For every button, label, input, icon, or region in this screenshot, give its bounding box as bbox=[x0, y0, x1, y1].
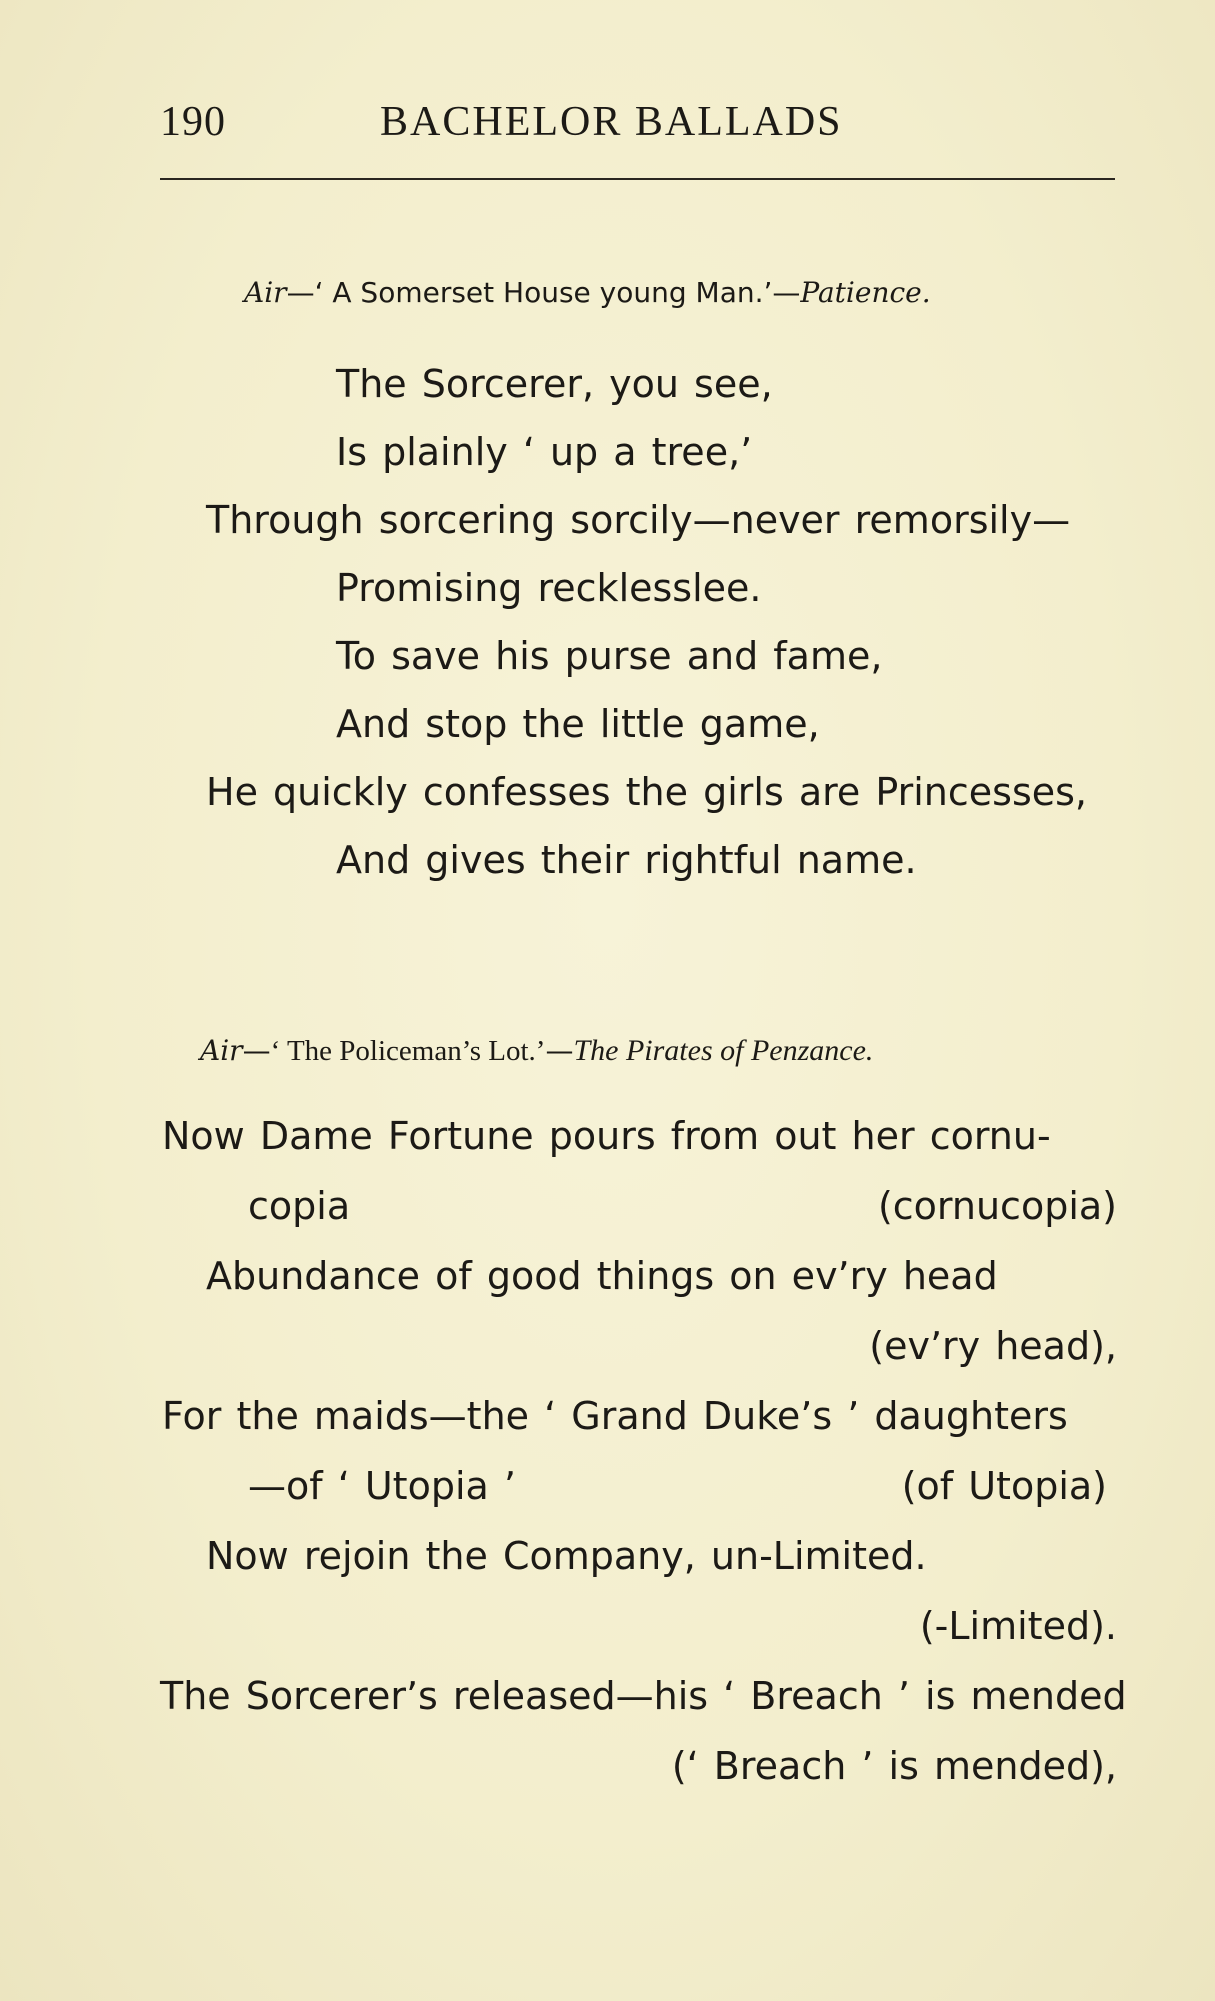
song2-verse-line: copia bbox=[248, 1184, 351, 1228]
song1-verse-line: Through sorcering sorcily—never remorsily— bbox=[206, 498, 1071, 542]
song2-verse-echo: (‘ Breach ’ is mended), bbox=[671, 1744, 1117, 1788]
song2-air-title: ‘ The Policeman’s Lot.’ bbox=[270, 1035, 546, 1067]
song1-verse-line: Promising recklesslee. bbox=[336, 566, 762, 610]
song1-verse-line: And gives their rightful name. bbox=[336, 838, 917, 882]
song1-air-dash2: — bbox=[772, 276, 801, 309]
song2-verse-line: —of ‘ Utopia ’ bbox=[248, 1464, 516, 1508]
song2-verse-line: Abundance of good things on ev’ry head bbox=[206, 1254, 998, 1298]
song1-verse-line: Is plainly ‘ up a tree,’ bbox=[336, 430, 753, 474]
song1-air-source: Patience. bbox=[800, 276, 931, 309]
song1-air-title: ‘ A Somerset House young Man.’ bbox=[314, 276, 773, 309]
song2-air-dash2: — bbox=[545, 1034, 574, 1067]
song1-air-dash: — bbox=[286, 276, 315, 309]
song2-verse-echo: (ev’ry head), bbox=[869, 1324, 1117, 1368]
song1-verse-line: The Sorcerer, you see, bbox=[336, 362, 773, 406]
song1-verse-line: He quickly confesses the girls are Princesses, bbox=[206, 770, 1087, 814]
page-number: 190 bbox=[160, 99, 226, 145]
song2-verse-line: Now rejoin the Company, un-Limited. bbox=[206, 1534, 927, 1578]
song2-verse-echo: (of Utopia) bbox=[901, 1464, 1107, 1508]
song1-air-prefix: Air bbox=[244, 276, 287, 309]
header-rule bbox=[160, 178, 1115, 180]
song2-air-dash: — bbox=[242, 1034, 271, 1067]
song2-air-line bbox=[200, 1034, 873, 1068]
song1-verse-line: And stop the little game, bbox=[336, 702, 820, 746]
song2-verse-echo: (-Limited). bbox=[919, 1604, 1117, 1648]
page-header bbox=[160, 98, 1115, 158]
song2-air-prefix: Air bbox=[200, 1034, 243, 1067]
song1-verse-line: To save his purse and fame, bbox=[336, 634, 883, 678]
song2-verse-line: Now Dame Fortune pours from out her cornu- bbox=[162, 1114, 1051, 1158]
song2-verse-line: For the maids—the ‘ Grand Duke’s ’ daughters bbox=[162, 1394, 1068, 1438]
running-title: BACHELOR BALLADS bbox=[380, 99, 843, 145]
song2-air-source: The Pirates of Penzance. bbox=[573, 1034, 874, 1067]
song1-air-line bbox=[244, 276, 931, 309]
song2-verse-echo: (cornucopia) bbox=[877, 1184, 1117, 1228]
song2-verse-line: The Sorcerer’s released—his ‘ Breach ’ is mended bbox=[160, 1674, 1127, 1718]
